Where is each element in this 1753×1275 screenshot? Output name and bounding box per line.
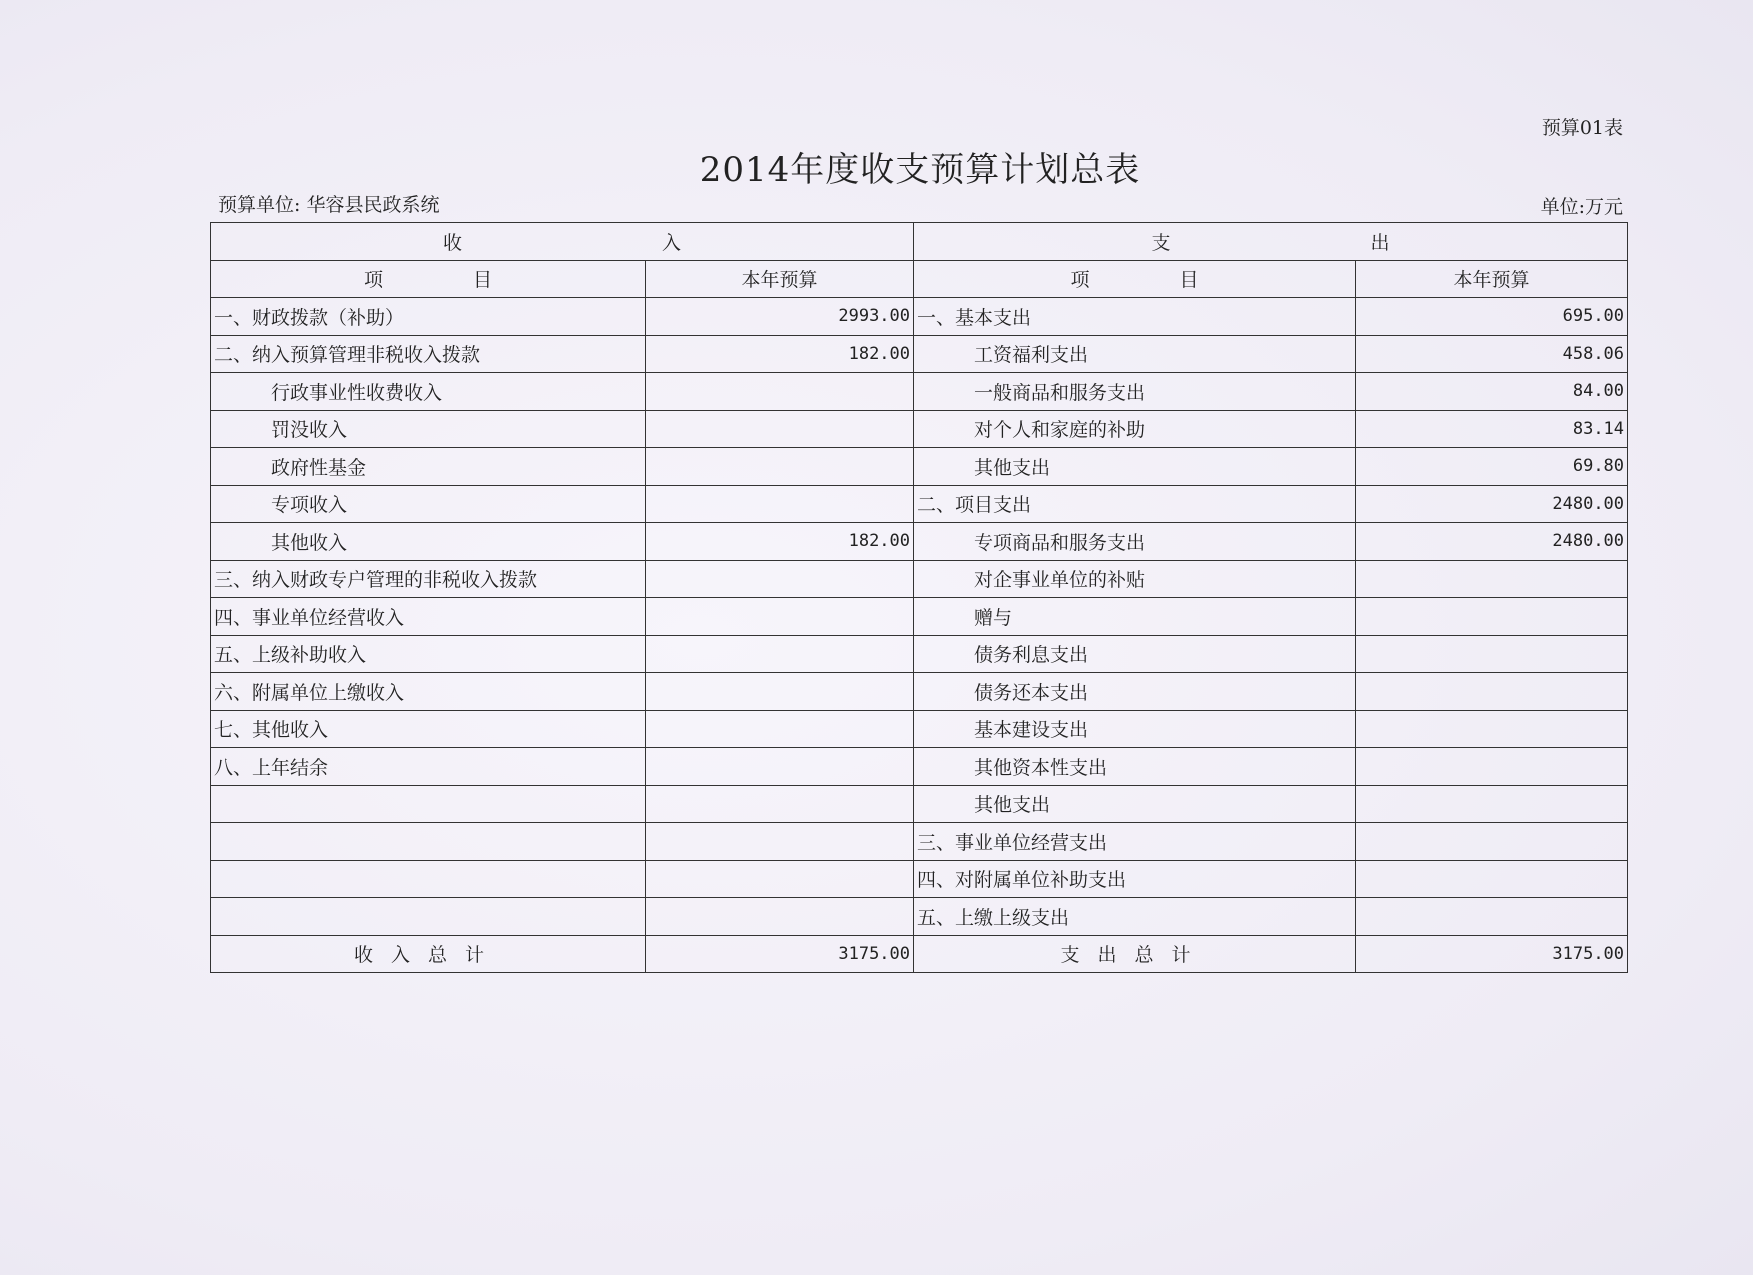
budget-unit: 预算单位: 华容县民政系统: [218, 194, 440, 216]
income-item-cell: 罚没收入: [211, 410, 646, 448]
expense-value-cell: 69.80: [1356, 448, 1628, 486]
income-item-cell: 七、其他收入: [211, 710, 646, 748]
expense-budget-header: 本年预算: [1356, 260, 1628, 298]
table-header-sub: [211, 260, 1628, 298]
income-value-cell: 2993.00: [646, 298, 914, 336]
expense-value-cell: [1356, 748, 1628, 786]
income-value-cell: [646, 373, 914, 411]
expense-item-cell: 五、上缴上级支出: [914, 898, 1356, 936]
expense-item-cell: 三、事业单位经营支出: [914, 823, 1356, 861]
expense-total-value: 3175.00: [1356, 935, 1628, 973]
expense-value-cell: 2480.00: [1356, 523, 1628, 561]
expense-value-cell: 458.06: [1356, 335, 1628, 373]
expense-item-cell: 对个人和家庭的补助: [914, 410, 1356, 448]
expense-item-cell: 其他支出: [914, 785, 1356, 823]
table-row: [211, 560, 1628, 598]
income-item-cell: 四、事业单位经营收入: [211, 598, 646, 636]
expense-item-cell: 其他支出: [914, 448, 1356, 486]
table-row: [211, 335, 1628, 373]
income-item-cell: 其他收入: [211, 523, 646, 561]
expense-value-cell: [1356, 560, 1628, 598]
income-header: 收入: [211, 223, 914, 261]
income-total-value: 3175.00: [646, 935, 914, 973]
table-row: [211, 298, 1628, 336]
expense-item-cell: 赠与: [914, 598, 1356, 636]
expense-value-cell: 83.14: [1356, 410, 1628, 448]
table-row: [211, 898, 1628, 936]
income-item-cell: [211, 823, 646, 861]
income-value-cell: 182.00: [646, 335, 914, 373]
expense-value-cell: 695.00: [1356, 298, 1628, 336]
expense-item-cell: 对企事业单位的补贴: [914, 560, 1356, 598]
expense-item-cell: 一、基本支出: [914, 298, 1356, 336]
income-item-cell: 六、附属单位上缴收入: [211, 673, 646, 711]
table-row: [211, 710, 1628, 748]
table-row: [211, 485, 1628, 523]
expense-value-cell: 84.00: [1356, 373, 1628, 411]
expense-value-cell: [1356, 785, 1628, 823]
income-value-cell: [646, 785, 914, 823]
income-value-cell: [646, 673, 914, 711]
table-header-main: [211, 223, 1628, 261]
expense-value-cell: [1356, 898, 1628, 936]
table-row: [211, 860, 1628, 898]
income-budget-header: 本年预算: [646, 260, 914, 298]
expense-item-cell: 四、对附属单位补助支出: [914, 860, 1356, 898]
income-item-cell: 行政事业性收费收入: [211, 373, 646, 411]
expense-value-cell: [1356, 710, 1628, 748]
income-value-cell: [646, 598, 914, 636]
income-item-cell: [211, 860, 646, 898]
income-item-cell: 五、上级补助收入: [211, 635, 646, 673]
currency-unit: 单位:万元: [1540, 196, 1623, 218]
income-item-cell: 八、上年结余: [211, 748, 646, 786]
income-item-cell: 一、财政拨款（补助）: [211, 298, 646, 336]
expense-value-cell: [1356, 635, 1628, 673]
expense-item-cell: 专项商品和服务支出: [914, 523, 1356, 561]
table-row: [211, 748, 1628, 786]
income-value-cell: [646, 898, 914, 936]
income-value-cell: [646, 710, 914, 748]
income-item-cell: [211, 898, 646, 936]
expense-value-cell: [1356, 823, 1628, 861]
expense-item-cell: 一般商品和服务支出: [914, 373, 1356, 411]
expense-item-cell: 二、项目支出: [914, 485, 1356, 523]
expense-total-label: 支出总计: [914, 935, 1356, 973]
expense-item-cell: 债务还本支出: [914, 673, 1356, 711]
table-row: [211, 373, 1628, 411]
expense-item-header: 项目: [914, 260, 1356, 298]
table-row: [211, 448, 1628, 486]
income-item-cell: 专项收入: [211, 485, 646, 523]
totals-row: [211, 935, 1628, 973]
income-item-cell: [211, 785, 646, 823]
table-row: [211, 598, 1628, 636]
income-item-cell: 政府性基金: [211, 448, 646, 486]
income-value-cell: [646, 485, 914, 523]
table-row: [211, 673, 1628, 711]
income-value-cell: [646, 635, 914, 673]
income-item-cell: 二、纳入预算管理非税收入拨款: [211, 335, 646, 373]
income-value-cell: 182.00: [646, 523, 914, 561]
expense-value-cell: [1356, 673, 1628, 711]
income-value-cell: [646, 860, 914, 898]
table-row: [211, 410, 1628, 448]
expense-value-cell: [1356, 860, 1628, 898]
income-value-cell: [646, 448, 914, 486]
income-item-cell: 三、纳入财政专户管理的非税收入拨款: [211, 560, 646, 598]
table-row: [211, 635, 1628, 673]
expense-item-cell: 基本建设支出: [914, 710, 1356, 748]
income-value-cell: [646, 748, 914, 786]
budget-table: [210, 222, 1628, 973]
income-item-header: 项目: [211, 260, 646, 298]
expense-value-cell: 2480.00: [1356, 485, 1628, 523]
table-row: [211, 523, 1628, 561]
income-value-cell: [646, 410, 914, 448]
table-body: [211, 298, 1628, 936]
expense-item-cell: 工资福利支出: [914, 335, 1356, 373]
page-title: 2014年度收支预算计划总表: [699, 150, 1141, 190]
expense-item-cell: 债务利息支出: [914, 635, 1356, 673]
form-number: 预算01表: [1541, 117, 1623, 139]
expense-item-cell: 其他资本性支出: [914, 748, 1356, 786]
income-value-cell: [646, 560, 914, 598]
income-value-cell: [646, 823, 914, 861]
expense-header: 支出: [914, 223, 1628, 261]
income-total-label: 收入总计: [211, 935, 646, 973]
table-row: [211, 785, 1628, 823]
expense-value-cell: [1356, 598, 1628, 636]
table-row: [211, 823, 1628, 861]
